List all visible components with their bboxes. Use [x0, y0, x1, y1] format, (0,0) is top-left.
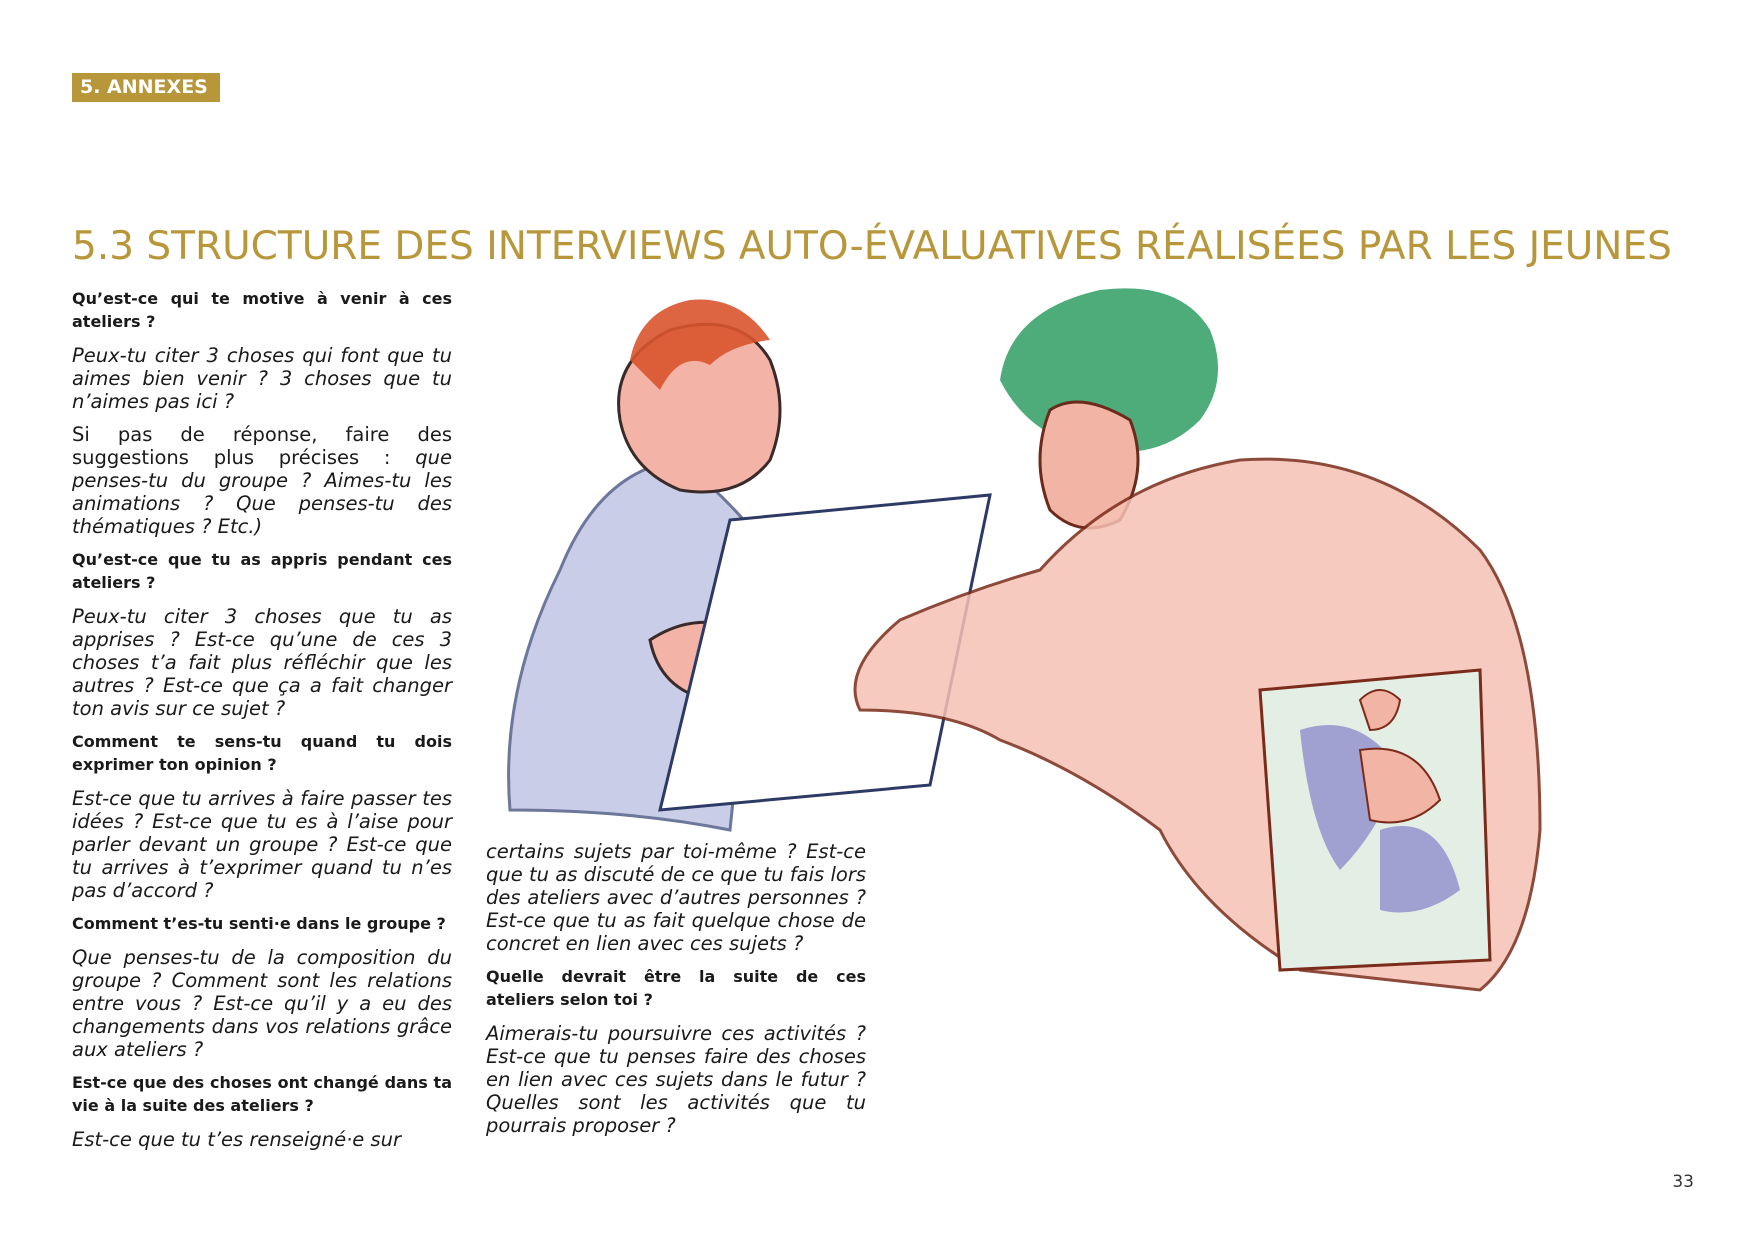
watercolor-illustration [480, 270, 1710, 1170]
question-3: Comment te sens-tu quand tu dois exprimer ton opinion ? [72, 732, 452, 774]
answer-1: Peux-tu citer 3 choses qui font que tu aimes bien venir ? 3 choses que tu n’aimes pas ici ? [72, 344, 452, 413]
page-title: 5.3 STRUCTURE DES INTERVIEWS AUTO-ÉVALUATIVES RÉALISÉES PAR LES JEUNES [72, 224, 1672, 269]
right-person-figure [855, 288, 1540, 990]
question-6: Quelle devrait être la suite de ces ateliers selon toi ? [486, 967, 866, 1009]
page-number: 33 [1672, 1172, 1694, 1192]
answer-5-continued: certains sujets par toi-même ? Est-ce que tu as discuté de ce que tu fais lors des ateliers avec d’autres personnes ? Est-ce que tu as fait quelque chose de concret en lien avec ces sujets ? [486, 840, 866, 955]
question-1: Qu’est-ce qui te motive à venir à ces ateliers ? [72, 289, 452, 331]
answer-1-suggestions-italic: que penses-tu du groupe ? Aimes-tu les animations ? Que penses-tu des thématiques ? Etc.) [72, 446, 452, 538]
answer-4: Que penses-tu de la composition du groupe ? Comment sont les relations entre vous ? Est-ce qu’il y a eu des changements dans vos relations grâce aux ateliers ? [72, 946, 452, 1061]
answer-5-start: Est-ce que tu t’es renseigné·e sur [72, 1128, 402, 1151]
answer-1-suggestions-normal: Si pas de réponse, faire des suggestions plus précises : [72, 423, 452, 469]
answer-6: Aimerais-tu poursuivre ces activités ? Est-ce que tu penses faire des choses en lien avec ces sujets dans le futur ? Quelles sont les activités que tu pourrais proposer ? [486, 1022, 866, 1137]
question-5: Est-ce que des choses ont changé dans ta vie à la suite des ateliers ? [72, 1073, 452, 1115]
answer-1-suggestions [72, 423, 452, 538]
answer-3: Est-ce que tu arrives à faire passer tes idées ? Est-ce que tu es à l’aise pour parler devant un groupe ? Est-ce que tu arrives à t’exprimer quand tu n’es pas d’accord ? [72, 787, 452, 902]
interview-column-1 [72, 287, 452, 1161]
question-4: Comment t’es-tu senti·e dans le groupe ? [72, 914, 446, 933]
question-2: Qu’est-ce que tu as appris pendant ces ateliers ? [72, 550, 452, 592]
answer-2: Peux-tu citer 3 choses que tu as apprises ? Est-ce qu’une de ces 3 choses t’a fait plus réfléchir que les autres ? Est-ce que ça a fait changer ton avis sur ce sujet ? [72, 605, 452, 720]
section-tag: 5. ANNEXES [72, 73, 220, 102]
